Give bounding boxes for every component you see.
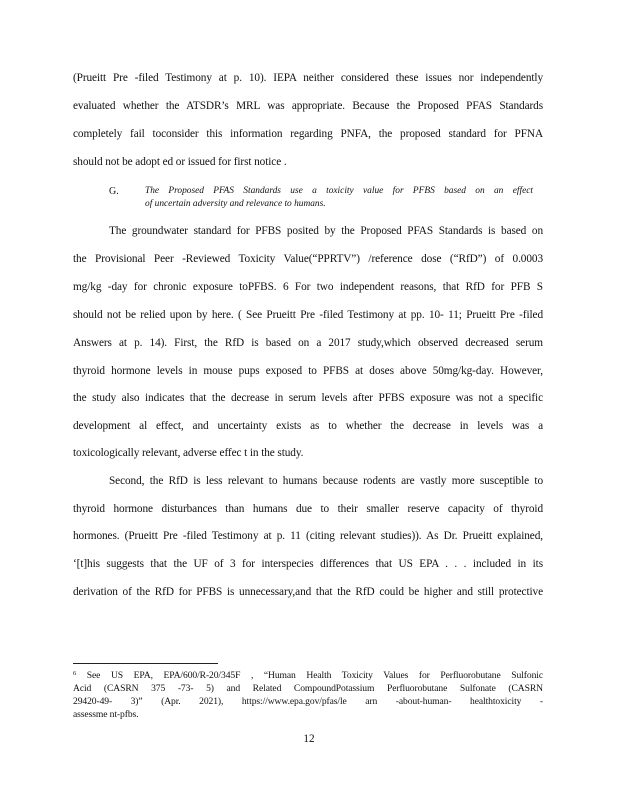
- body-line-8: should not be relied upon by here. ( See Prueitt Pre -filed Testimony at pp. 10- 11; Prueitt Pre -filed: [73, 309, 543, 321]
- body-line-1: (Prueitt Pre -filed Testimony at p. 10). IEPA neither considered these issues nor independently: [73, 72, 543, 84]
- footnote-marker: 6: [73, 670, 77, 677]
- footnote-line-2: Acid (CASRN 375 -73- 5) and Related CompoundPotassium Perfluorobutane Sulfonate (CASRN: [73, 683, 543, 694]
- footnote-line-4: assessme nt-pfbs.: [73, 709, 139, 720]
- body-line-5: The groundwater standard for PFBS posited by the Proposed PFAS Standards is based on: [109, 225, 543, 237]
- body-line-18: derivation of the RfD for PFBS is unnecessary,and that the RfD could be higher and still protective: [73, 586, 543, 598]
- body-line-12: development al effect, and uncertainty exists as to whether the decrease in levels was a: [73, 420, 543, 432]
- body-line-4: should not be adopt ed or issued for first notice .: [73, 156, 287, 168]
- body-line-17: ‘[t]his suggests that the UF of 3 for interspecies differences that US EPA . . . included in its: [73, 558, 543, 570]
- footnote-line-1-text: See US EPA, EPA/600/R-20/345F , “Human Health Toxicity Values for Perfluorobutane Sulfonic: [86, 670, 543, 681]
- footnote-line-1: [73, 670, 543, 681]
- body-line-14: Second, the RfD is less relevant to humans because rodents are vastly more susceptible to: [109, 475, 543, 487]
- body-line-9: Answers at p. 14). First, the RfD is based on a 2017 study,which observed decreased serum: [73, 337, 543, 349]
- body-line-2: evaluated whether the ATSDR’s MRL was appropriate. Because the Proposed PFAS Standards: [73, 100, 543, 112]
- page-number: 12: [303, 733, 315, 745]
- footnote-line-3: 29420-49- 3)” (Apr. 2021), https://www.epa.gov/pfas/le arn -about-human- healthtoxicity -: [73, 696, 543, 707]
- body-line-16: hormones. (Prueitt Pre -filed Testimony at p. 11 (citing relevant studies)). As Dr. Prueitt explained,: [73, 530, 543, 542]
- body-line-7: mg/kg -day for chronic exposure toPFBS. 6 For two independent reasons, that RfD for PFB S: [73, 281, 543, 293]
- body-line-3: completely fail toconsider this information regarding PNFA, the proposed standard for PFNA: [73, 128, 543, 140]
- heading-line-2: of uncertain adversity and relevance to humans.: [145, 199, 326, 209]
- footnote-separator: [73, 663, 218, 664]
- body-line-15: thyroid hormone disturbances than humans due to their smaller reserve capacity of thyroid: [73, 503, 543, 515]
- heading-letter: G.: [109, 186, 119, 197]
- heading-line-1: The Proposed PFAS Standards use a toxicity value for PFBS based on an effect: [145, 186, 533, 196]
- body-line-6: the Provisional Peer -Reviewed Toxicity Value(“PPRTV”) /reference dose (“RfD”) of 0.0003: [73, 253, 543, 265]
- body-line-11: the study also indicates that the decrease in serum levels after PFBS exposure was not a specific: [73, 392, 543, 404]
- body-line-10: thyroid hormone levels in mouse pups exposed to PFBS at doses above 50mg/kg-day. However,: [73, 365, 543, 377]
- body-line-13: toxicologically relevant, adverse effec t in the study.: [73, 447, 304, 459]
